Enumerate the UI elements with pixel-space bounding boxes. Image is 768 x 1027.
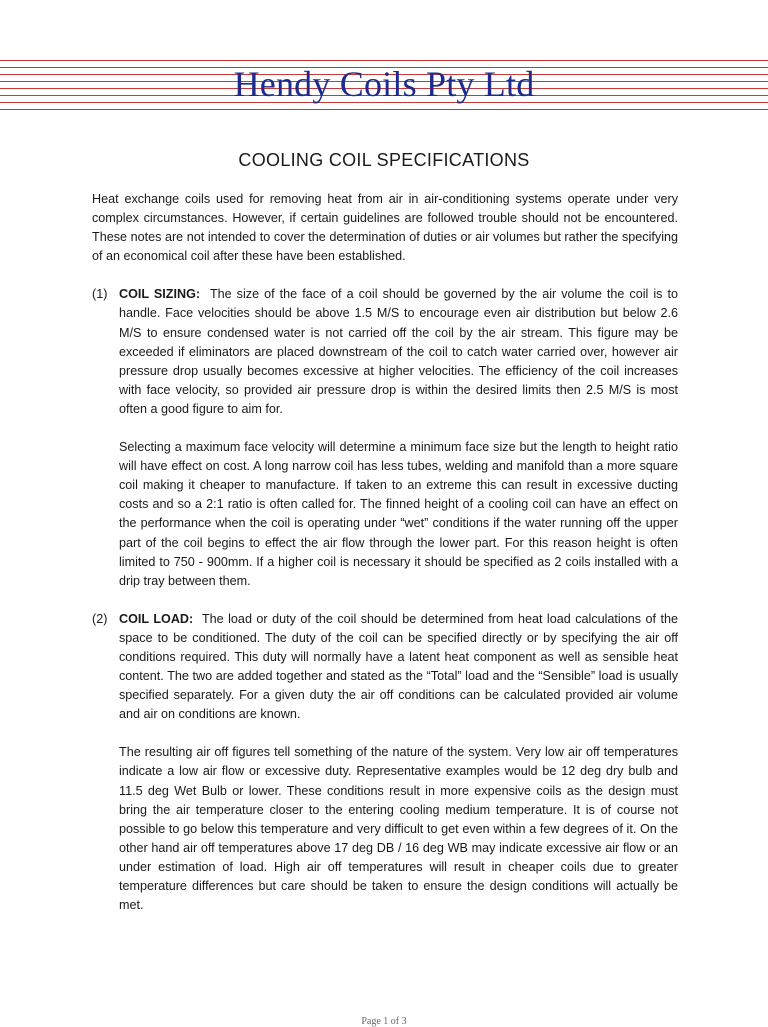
section-number: (1) — [92, 287, 108, 302]
section-text: The load or duty of the coil should be determined from heat load calculations of the space to be conditioned. The duty of the coil can be specified directly or by specifying the air off conditions required. This duty will normally have a latent heat component as well as sensible heat content. The two are added together and stated as the “Total” load and the “Sensible” load is usually specified separately. For a given duty the air off conditions can be calculated provided air volume and air on conditions are known. — [119, 611, 678, 722]
section-text: The size of the face of a coil should be governed by the air volume the coil is to handle. Face velocities should be above 1.5 M/S to encourage even air distribution but below 2.6 M/S to ensure condensed water is not carried off the coil by the air stream. This figure may be exceeded if eliminators are placed downstream of the coil to catch water carried over, however air pressure drop usually becomes excessive at higher velocities. The efficiency of the coil increases with face velocity, so provided air pressure drop is within the desired limits then 2.5 M/S is most often a good figure to aim for. — [119, 287, 678, 416]
section-paragraph: Selecting a maximum face velocity will determine a minimum face size but the length to height ratio will have effect on cost. A long narrow coil has less tubes, welding and manifold than a more square coil making it cheaper to manufacture. If taken to an extreme this can result in excessive ducting costs and so a 2:1 ratio is often called for. The finned height of a cooling coil can have an effect on the performance when the coil is operating under “wet” conditions if the water running off the upper part of the coil begins to effect the air flow through the lower part. For this reason height is often limited to 750 - 900mm. If a higher coil is necessary it should be specified as 2 coils installed with a drip tray between them. — [119, 440, 678, 588]
section-paragraph — [119, 610, 678, 725]
page-footer: Page 1 of 3 — [361, 1016, 407, 1027]
section-heading: COIL SIZING: — [119, 287, 201, 302]
document-body — [92, 190, 678, 915]
intro-paragraph: Heat exchange coils used for removing heat from air in air-conditioning systems operate under very complex circumstances. However, if certain guidelines are followed trouble should not be encountered. These notes are not intended to cover the determination of duties or air volumes but rather the specifying of an economical coil after these have been established. — [92, 192, 678, 264]
section-coil-sizing — [92, 285, 678, 590]
document-title: COOLING COIL SPECIFICATIONS — [238, 150, 530, 170]
section-number: (2) — [92, 611, 108, 626]
company-name: Hendy Coils Pty Ltd — [233, 64, 535, 104]
section-coil-load — [92, 610, 678, 915]
section-heading: COIL LOAD: — [119, 611, 194, 626]
section-paragraph — [119, 285, 678, 419]
section-paragraph: The resulting air off figures tell something of the nature of the system. Very low air off temperatures indicate a low air flow or excessive duty. Representative examples would be 12 deg dry bulb and 11.5 deg Wet Bulb or lower. These conditions result in more expensive coils as the design must bring the air temperature closer to the entering cooling medium temperature. It is of course not possible to go below this temperature and very difficult to get even within a few degrees of it. On the other hand air off temperatures above 17 deg DB / 16 deg WB may indicate excessive air flow or an under estimation of load. High air off temperatures will result in cheaper coils due to greater temperature differences but care should be taken to ensure the design conditions will actually be met. — [119, 745, 678, 913]
